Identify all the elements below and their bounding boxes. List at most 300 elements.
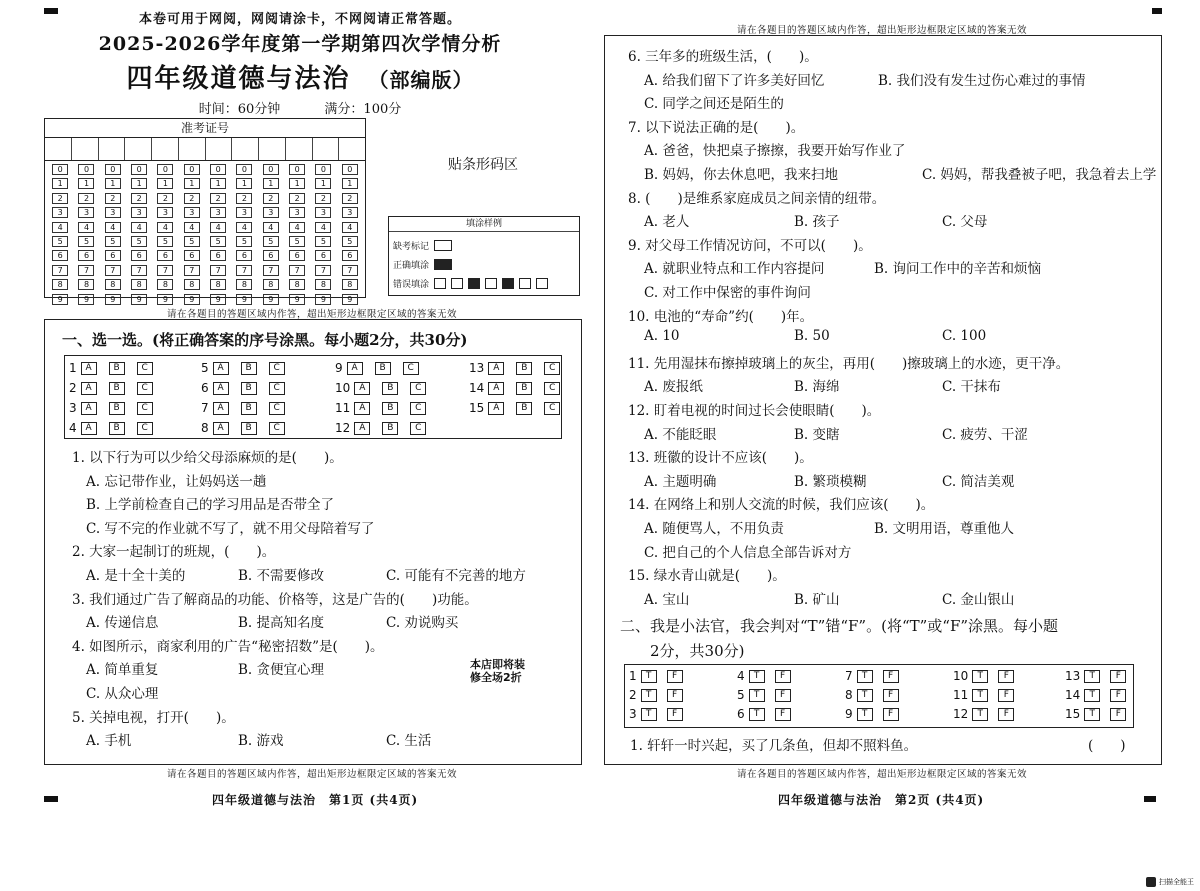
answer-bubble-c[interactable]: C — [137, 382, 153, 395]
candidate-digit-bubble[interactable]: 7 — [78, 265, 94, 276]
answer-item-1 — [69, 361, 161, 375]
candidate-digit-bubble[interactable]: 9 — [263, 294, 279, 305]
candidate-digit-bubble[interactable]: 7 — [315, 265, 331, 276]
candidate-digit-bubble[interactable]: 2 — [342, 193, 358, 204]
tf-bubble-t[interactable]: T — [972, 689, 988, 702]
option-c[interactable]: C. 疲劳、干涩 — [942, 426, 1028, 443]
candidate-digit-bubble[interactable]: 0 — [263, 164, 279, 175]
candidate-number-bubbles[interactable] — [45, 161, 365, 308]
candidate-digit-bubble[interactable]: 1 — [315, 178, 331, 189]
option-b[interactable]: B. 变瞎 — [794, 426, 840, 443]
candidate-digit-bubble[interactable]: 7 — [236, 265, 252, 276]
answer-bubble-a[interactable]: A — [213, 422, 229, 435]
candidate-digit-bubble[interactable]: 6 — [131, 250, 147, 261]
tf-bubble-t[interactable]: T — [641, 708, 657, 721]
candidate-digit-bubble[interactable]: 9 — [157, 294, 173, 305]
option-c[interactable]: C. 金山银山 — [942, 591, 1015, 608]
candidate-digit-bubble[interactable]: 4 — [315, 222, 331, 233]
warning-top-left: 请在各题目的答题区域内作答，超出矩形边框限定区域的答案无效 — [166, 309, 457, 320]
option-a[interactable]: A. 10 — [644, 328, 680, 345]
option-b[interactable]: B. 上学前检查自己的学习用品是否带全了 — [86, 497, 335, 514]
registration-mark — [1152, 8, 1162, 14]
answer-bubble-a[interactable]: A — [213, 382, 229, 395]
answer-bubble-b[interactable]: B — [109, 362, 125, 375]
answer-bubble-a[interactable]: A — [354, 422, 370, 435]
option-c[interactable]: C. 妈妈，帮我叠被子吧，我急着去上学 — [922, 167, 1157, 183]
candidate-digit-bubble[interactable]: 2 — [157, 193, 173, 204]
candidate-digit-bubble[interactable]: 0 — [131, 164, 147, 175]
answer-item-14 — [469, 381, 568, 395]
tf-bubble-f[interactable]: F — [667, 689, 683, 702]
candidate-digit-bubble[interactable]: 2 — [105, 193, 121, 204]
answer-bubble-c[interactable]: C — [137, 402, 153, 415]
option-a[interactable]: A. 手机 — [86, 733, 132, 750]
candidate-digit-bubble[interactable]: 5 — [131, 236, 147, 247]
option-c[interactable]: C. 对工作中保密的事件询问 — [644, 285, 811, 301]
candidate-digit-bubble[interactable]: 0 — [289, 164, 305, 175]
tf-bubble-t[interactable]: T — [972, 670, 988, 683]
exam-title: 2025-2026学年度第一学期第四次学情分析 — [98, 33, 502, 55]
answer-bubble-c[interactable]: C — [269, 402, 285, 415]
candidate-digit-bubble[interactable]: 1 — [184, 178, 200, 189]
candidate-digit-bubble[interactable]: 2 — [236, 193, 252, 204]
answer-bubble-c[interactable]: C — [410, 402, 426, 415]
candidate-digit-bubble[interactable]: 2 — [263, 193, 279, 204]
option-a[interactable]: A. 给我们留下了许多美好回忆 — [644, 72, 825, 89]
candidate-digit-bubble[interactable]: 1 — [52, 178, 68, 189]
tf-bubble-f[interactable]: F — [1110, 708, 1126, 721]
candidate-digit-bubble[interactable]: 5 — [342, 236, 358, 247]
candidate-digit-bubble[interactable]: 6 — [105, 250, 121, 261]
candidate-write-cell[interactable] — [259, 138, 286, 160]
candidate-digit-bubble[interactable]: 4 — [342, 222, 358, 233]
option-c[interactable]: C. 劝说购买 — [386, 615, 459, 632]
question-6: 6. 三年多的班级生活，( )。 — [628, 49, 818, 65]
answer-bubble-a[interactable]: A — [347, 362, 363, 375]
tf-bubble-f[interactable]: F — [667, 708, 683, 721]
tf-item-number: 2 — [629, 688, 637, 702]
option-c[interactable]: C. 父母 — [942, 214, 988, 231]
option-c[interactable]: C. 从众心理 — [86, 686, 159, 702]
candidate-digit-bubble[interactable]: 2 — [131, 193, 147, 204]
candidate-digit-bubble[interactable]: 4 — [131, 222, 147, 233]
tf-bubble-t[interactable]: T — [857, 670, 873, 683]
candidate-digit-bubble[interactable]: 1 — [105, 178, 121, 189]
option-b[interactable]: B. 不需要修改 — [238, 568, 325, 584]
fill-sample-title: 填涂样例 — [389, 217, 579, 232]
tf-bubble-f[interactable]: F — [1110, 689, 1126, 702]
option-a[interactable]: A. 忘记带作业，让妈妈送一趟 — [86, 473, 267, 490]
tf-bubble-t[interactable]: T — [857, 708, 873, 721]
answer-bubble-c[interactable]: C — [544, 402, 560, 415]
answer-bubble-b[interactable]: B — [516, 362, 532, 375]
candidate-digit-bubble[interactable]: 6 — [184, 250, 200, 261]
candidate-digit-bubble[interactable]: 8 — [131, 279, 147, 290]
option-a[interactable]: A. 老人 — [644, 214, 690, 231]
answer-item-number: 8 — [201, 421, 209, 435]
candidate-write-cell[interactable] — [179, 138, 206, 160]
absent-mark-box[interactable] — [434, 240, 452, 251]
answer-bubble-c[interactable]: C — [403, 362, 419, 375]
candidate-digit-bubble[interactable]: 1 — [78, 178, 94, 189]
answer-bubble-a[interactable]: A — [81, 422, 97, 435]
candidate-digit-bubble[interactable]: 2 — [184, 193, 200, 204]
edition-label: （部编版） — [368, 68, 474, 92]
candidate-digit-bubble[interactable]: 7 — [210, 265, 226, 276]
candidate-digit-bubble[interactable]: 2 — [78, 193, 94, 204]
candidate-digit-bubble[interactable]: 7 — [52, 265, 68, 276]
candidate-digit-bubble[interactable]: 8 — [315, 279, 331, 290]
candidate-number-write-row[interactable] — [45, 138, 365, 161]
answer-bubble-b[interactable]: B — [109, 402, 125, 415]
candidate-write-cell[interactable] — [72, 138, 99, 160]
candidate-digit-bubble[interactable]: 3 — [184, 207, 200, 218]
answer-bubble-b[interactable]: B — [109, 422, 125, 435]
candidate-digit-bubble[interactable]: 1 — [210, 178, 226, 189]
option-a[interactable]: A. 随便骂人，不用负责 — [644, 521, 784, 537]
candidate-digit-bubble[interactable]: 5 — [78, 236, 94, 247]
candidate-digit-bubble[interactable]: 5 — [236, 236, 252, 247]
answer-bubble-b[interactable]: B — [241, 362, 257, 375]
tf-bubble-f[interactable]: F — [998, 689, 1014, 702]
candidate-digit-bubble[interactable]: 9 — [210, 294, 226, 305]
option-c[interactable]: C. 干抹布 — [942, 379, 1001, 396]
tf-bubble-f[interactable]: F — [883, 689, 899, 702]
candidate-digit-bubble[interactable]: 4 — [263, 222, 279, 233]
candidate-digit-bubble[interactable]: 7 — [263, 265, 279, 276]
candidate-digit-bubble[interactable]: 4 — [52, 222, 68, 233]
candidate-digit-bubble[interactable]: 3 — [210, 207, 226, 218]
ad-image: 本店即将装 修全场2折 — [470, 658, 525, 684]
candidate-digit-bubble[interactable]: 4 — [184, 222, 200, 233]
answer-item-number: 1 — [69, 361, 77, 375]
candidate-digit-bubble[interactable]: 0 — [105, 164, 121, 175]
candidate-digit-bubble[interactable]: 1 — [131, 178, 147, 189]
candidate-write-cell[interactable] — [206, 138, 233, 160]
option-a[interactable]: A. 是十全十美的 — [86, 568, 186, 584]
wrong-fill-row: 错误填涂 — [393, 277, 548, 290]
candidate-digit-column — [337, 164, 363, 308]
candidate-digit-bubble[interactable]: 7 — [184, 265, 200, 276]
tf-bubble-t[interactable]: T — [972, 708, 988, 721]
candidate-digit-bubble[interactable]: 1 — [157, 178, 173, 189]
candidate-digit-bubble[interactable]: 4 — [157, 222, 173, 233]
tf-bubble-f[interactable]: F — [775, 670, 791, 683]
option-c[interactable]: C. 生活 — [386, 733, 432, 750]
candidate-digit-bubble[interactable]: 3 — [52, 207, 68, 218]
page-2 — [600, 0, 1200, 891]
candidate-digit-bubble[interactable]: 9 — [315, 294, 331, 305]
candidate-digit-bubble[interactable]: 0 — [342, 164, 358, 175]
tf-bubble-t[interactable]: T — [1084, 708, 1100, 721]
correct-fill-row: 正确填涂 — [393, 258, 452, 271]
candidate-digit-bubble[interactable]: 7 — [342, 265, 358, 276]
candidate-digit-bubble[interactable]: 0 — [184, 164, 200, 175]
candidate-digit-bubble[interactable]: 6 — [263, 250, 279, 261]
option-b[interactable]: B. 询问工作中的辛苦和烦恼 — [874, 261, 1042, 278]
candidate-digit-bubble[interactable]: 3 — [289, 207, 305, 218]
candidate-digit-bubble[interactable]: 6 — [78, 250, 94, 261]
candidate-digit-bubble[interactable]: 3 — [157, 207, 173, 218]
option-a[interactable]: A. 就职业特点和工作内容提问 — [644, 261, 825, 278]
answer-item-number: 12 — [335, 421, 351, 435]
option-c[interactable]: C. 写不完的作业就不写了，就不用父母陪着写了 — [86, 520, 375, 537]
question-1: 1. 以下行为可以少给父母添麻烦的是( )。 — [72, 450, 343, 466]
option-b[interactable]: B. 游戏 — [238, 733, 284, 750]
answer-bubble-c[interactable]: C — [269, 422, 285, 435]
tf-question-1: 1. 轩轩一时兴起，买了几条鱼，但却不照料鱼。 — [630, 738, 918, 754]
candidate-digit-bubble[interactable]: 6 — [289, 250, 305, 261]
answer-bubble-b[interactable]: B — [241, 382, 257, 395]
answer-bubble-b[interactable]: B — [241, 402, 257, 415]
option-b[interactable]: B. 50 — [794, 328, 830, 345]
answer-bubble-c[interactable]: C — [544, 382, 560, 395]
candidate-digit-bubble[interactable]: 6 — [236, 250, 252, 261]
tf-bubble-f[interactable]: F — [998, 670, 1014, 683]
candidate-digit-bubble[interactable]: 6 — [315, 250, 331, 261]
candidate-digit-bubble[interactable]: 7 — [157, 265, 173, 276]
candidate-write-cell[interactable] — [45, 138, 72, 160]
candidate-digit-bubble[interactable]: 2 — [52, 193, 68, 204]
answer-bubble-b[interactable]: B — [382, 422, 398, 435]
option-b[interactable]: B. 文明用语，尊重他人 — [874, 521, 1015, 537]
candidate-write-cell[interactable] — [339, 138, 365, 160]
answer-bubble-a[interactable]: A — [81, 382, 97, 395]
candidate-digit-bubble[interactable]: 6 — [52, 250, 68, 261]
candidate-digit-column — [73, 164, 99, 308]
answer-bubble-b[interactable]: B — [516, 402, 532, 415]
candidate-digit-bubble[interactable]: 9 — [78, 294, 94, 305]
question-11: 11. 先用湿抹布擦掉玻璃上的灰尘，再用( )擦玻璃上的水迹，更干净。 — [628, 355, 1070, 372]
option-a[interactable]: A. 传递信息 — [86, 615, 159, 632]
option-c[interactable]: C. 简洁美观 — [942, 473, 1015, 490]
candidate-digit-bubble[interactable]: 3 — [263, 207, 279, 218]
candidate-digit-bubble[interactable]: 5 — [210, 236, 226, 247]
answer-bubble-b[interactable]: B — [109, 382, 125, 395]
candidate-digit-bubble[interactable]: 3 — [342, 207, 358, 218]
answer-item-3 — [69, 401, 161, 415]
tf-bubble-f[interactable]: F — [1110, 670, 1126, 683]
answer-bubble-b[interactable]: B — [382, 382, 398, 395]
candidate-digit-bubble[interactable]: 8 — [236, 279, 252, 290]
tf-bubble-t[interactable]: T — [1084, 670, 1100, 683]
option-b[interactable]: B. 繁琐模糊 — [794, 473, 867, 490]
candidate-digit-bubble[interactable]: 0 — [78, 164, 94, 175]
candidate-digit-bubble[interactable]: 4 — [236, 222, 252, 233]
candidate-digit-bubble[interactable]: 0 — [315, 164, 331, 175]
candidate-digit-bubble[interactable]: 7 — [131, 265, 147, 276]
tf-bubble-f[interactable]: F — [883, 670, 899, 683]
tf-bubble-f[interactable]: F — [775, 708, 791, 721]
section-1-title: 一、选一选。(将正确答案的序号涂黑。每小题2分，共30分) — [62, 331, 468, 349]
candidate-digit-bubble[interactable]: 3 — [105, 207, 121, 218]
tf-question-1-blank[interactable]: ( ) — [1088, 738, 1126, 754]
option-a[interactable]: A. 爸爸，快把桌子擦擦，我要开始写作业了 — [644, 143, 906, 160]
candidate-digit-column — [152, 164, 178, 308]
candidate-digit-bubble[interactable]: 5 — [289, 236, 305, 247]
tf-bubble-t[interactable]: T — [641, 689, 657, 702]
option-b[interactable]: B. 妈妈，你去休息吧，我来扫地 — [644, 167, 839, 183]
candidate-digit-bubble[interactable]: 5 — [105, 236, 121, 247]
tf-bubble-t[interactable]: T — [857, 689, 873, 702]
option-c[interactable]: C. 100 — [942, 328, 987, 345]
candidate-digit-bubble[interactable]: 8 — [342, 279, 358, 290]
answer-bubble-a[interactable]: A — [354, 382, 370, 395]
candidate-digit-bubble[interactable]: 4 — [105, 222, 121, 233]
tf-item-number: 6 — [737, 707, 745, 721]
candidate-digit-bubble[interactable]: 9 — [289, 294, 305, 305]
time-label: 时间：60分钟 — [198, 102, 281, 117]
candidate-digit-bubble[interactable]: 1 — [342, 178, 358, 189]
candidate-digit-bubble[interactable]: 7 — [105, 265, 121, 276]
footer-page-2: 四年级道德与法治 第2页 (共4页) — [778, 793, 985, 807]
candidate-digit-bubble[interactable]: 7 — [289, 265, 305, 276]
tf-item-3 — [629, 707, 689, 721]
candidate-digit-bubble[interactable]: 8 — [210, 279, 226, 290]
tf-item-number: 1 — [629, 669, 637, 683]
answer-bubble-c[interactable]: C — [544, 362, 560, 375]
subject-name: 四年级道德与法治 — [126, 64, 351, 94]
candidate-digit-bubble[interactable]: 3 — [315, 207, 331, 218]
answer-bubble-c[interactable]: C — [269, 362, 285, 375]
candidate-digit-bubble[interactable]: 6 — [210, 250, 226, 261]
candidate-number-box — [44, 118, 366, 304]
tf-bubble-t[interactable]: T — [641, 670, 657, 683]
answer-bubble-a[interactable]: A — [213, 402, 229, 415]
candidate-digit-bubble[interactable]: 2 — [210, 193, 226, 204]
candidate-digit-bubble[interactable]: 5 — [263, 236, 279, 247]
candidate-digit-bubble[interactable]: 6 — [342, 250, 358, 261]
warning-bottom-left: 请在各题目的答题区域内作答，超出矩形边框限定区域的答案无效 — [166, 769, 457, 780]
candidate-digit-bubble[interactable]: 0 — [236, 164, 252, 175]
candidate-digit-bubble[interactable]: 5 — [315, 236, 331, 247]
answer-bubble-c[interactable]: C — [137, 362, 153, 375]
candidate-digit-bubble[interactable]: 1 — [289, 178, 305, 189]
candidate-digit-bubble[interactable]: 3 — [236, 207, 252, 218]
answer-bubble-c[interactable]: C — [410, 422, 426, 435]
option-b[interactable]: B. 海绵 — [794, 379, 840, 396]
answer-item-2 — [69, 381, 161, 395]
answer-bubble-b[interactable]: B — [241, 422, 257, 435]
candidate-digit-bubble[interactable]: 8 — [157, 279, 173, 290]
candidate-write-cell[interactable] — [286, 138, 313, 160]
answer-bubble-b[interactable]: B — [375, 362, 391, 375]
answer-bubble-a[interactable]: A — [213, 362, 229, 375]
answer-bubble-b[interactable]: B — [516, 382, 532, 395]
option-a[interactable]: A. 宝山 — [644, 591, 690, 608]
tf-item-8 — [845, 688, 905, 702]
tf-item-9 — [845, 707, 905, 721]
option-b[interactable]: B. 贪便宜心理 — [238, 662, 325, 679]
answer-bubble-c[interactable]: C — [269, 382, 285, 395]
candidate-write-cell[interactable] — [152, 138, 179, 160]
option-b[interactable]: B. 我们没有发生过伤心难过的事情 — [878, 72, 1086, 89]
candidate-digit-bubble[interactable]: 4 — [78, 222, 94, 233]
option-a[interactable]: A. 不能眨眼 — [644, 426, 717, 443]
tf-bubble-f[interactable]: F — [775, 689, 791, 702]
tf-bubble-t[interactable]: T — [749, 708, 765, 721]
option-c[interactable]: C. 可能有不完善的地方 — [386, 568, 526, 584]
answer-bubble-a[interactable]: A — [81, 362, 97, 375]
tf-item-1 — [629, 669, 689, 683]
candidate-digit-bubble[interactable]: 9 — [236, 294, 252, 305]
candidate-digit-bubble[interactable]: 0 — [157, 164, 173, 175]
candidate-digit-bubble[interactable]: 1 — [236, 178, 252, 189]
candidate-digit-bubble[interactable]: 8 — [184, 279, 200, 290]
answer-bubble-a[interactable]: A — [354, 402, 370, 415]
tf-bubble-f[interactable]: F — [998, 708, 1014, 721]
option-b[interactable]: B. 孩子 — [794, 214, 840, 231]
candidate-digit-bubble[interactable]: 4 — [289, 222, 305, 233]
answer-bubble-b[interactable]: B — [382, 402, 398, 415]
candidate-digit-bubble[interactable]: 8 — [78, 279, 94, 290]
candidate-digit-bubble[interactable]: 4 — [210, 222, 226, 233]
candidate-digit-bubble[interactable]: 0 — [210, 164, 226, 175]
option-b[interactable]: B. 矿山 — [794, 591, 840, 608]
registration-mark — [44, 796, 58, 802]
candidate-digit-bubble[interactable]: 2 — [315, 193, 331, 204]
wrong-fill-dark — [468, 278, 480, 289]
candidate-write-cell[interactable] — [99, 138, 126, 160]
answer-bubble-a[interactable]: A — [81, 402, 97, 415]
candidate-digit-column — [231, 164, 257, 308]
candidate-digit-bubble[interactable]: 5 — [157, 236, 173, 247]
answer-item-number: 14 — [469, 381, 485, 395]
option-a[interactable]: A. 主题明确 — [644, 473, 717, 490]
candidate-digit-bubble[interactable]: 1 — [263, 178, 279, 189]
candidate-digit-bubble[interactable]: 8 — [52, 279, 68, 290]
answer-bubble-a[interactable]: A — [488, 382, 504, 395]
answer-bubble-c[interactable]: C — [410, 382, 426, 395]
candidate-digit-bubble[interactable]: 2 — [289, 193, 305, 204]
tf-bubble-t[interactable]: T — [749, 670, 765, 683]
candidate-write-cell[interactable] — [232, 138, 259, 160]
candidate-digit-bubble[interactable]: 3 — [131, 207, 147, 218]
option-a[interactable]: A. 废报纸 — [644, 379, 703, 396]
wrong-fill-cross — [451, 278, 463, 289]
candidate-digit-bubble[interactable]: 0 — [52, 164, 68, 175]
candidate-digit-bubble[interactable]: 9 — [342, 294, 358, 305]
tf-bubble-f[interactable]: F — [883, 708, 899, 721]
tf-bubble-t[interactable]: T — [749, 689, 765, 702]
option-c[interactable]: C. 把自己的个人信息全部告诉对方 — [644, 544, 852, 561]
tf-item-4 — [737, 669, 797, 683]
candidate-digit-bubble[interactable]: 5 — [184, 236, 200, 247]
answer-bubble-c[interactable]: C — [137, 422, 153, 435]
candidate-write-cell[interactable] — [125, 138, 152, 160]
candidate-digit-bubble[interactable]: 9 — [105, 294, 121, 305]
candidate-digit-bubble[interactable]: 8 — [289, 279, 305, 290]
answer-bubble-a[interactable]: A — [488, 402, 504, 415]
candidate-write-cell[interactable] — [313, 138, 340, 160]
candidate-digit-bubble[interactable]: 9 — [52, 294, 68, 305]
candidate-digit-bubble[interactable]: 5 — [52, 236, 68, 247]
option-a[interactable]: A. 简单重复 — [86, 662, 159, 679]
candidate-digit-bubble[interactable]: 3 — [78, 207, 94, 218]
answer-item-7 — [201, 401, 293, 415]
candidate-digit-bubble[interactable]: 6 — [157, 250, 173, 261]
candidate-digit-bubble[interactable]: 8 — [105, 279, 121, 290]
option-c[interactable]: C. 同学之间还是陌生的 — [644, 96, 784, 113]
tf-bubble-t[interactable]: T — [1084, 689, 1100, 702]
tf-bubble-f[interactable]: F — [667, 670, 683, 683]
candidate-digit-bubble[interactable]: 9 — [131, 294, 147, 305]
candidate-digit-bubble[interactable]: 8 — [263, 279, 279, 290]
scanner-logo-icon — [1146, 877, 1156, 887]
candidate-digit-bubble[interactable]: 9 — [184, 294, 200, 305]
answer-bubble-a[interactable]: A — [488, 362, 504, 375]
option-b[interactable]: B. 提高知名度 — [238, 615, 325, 632]
